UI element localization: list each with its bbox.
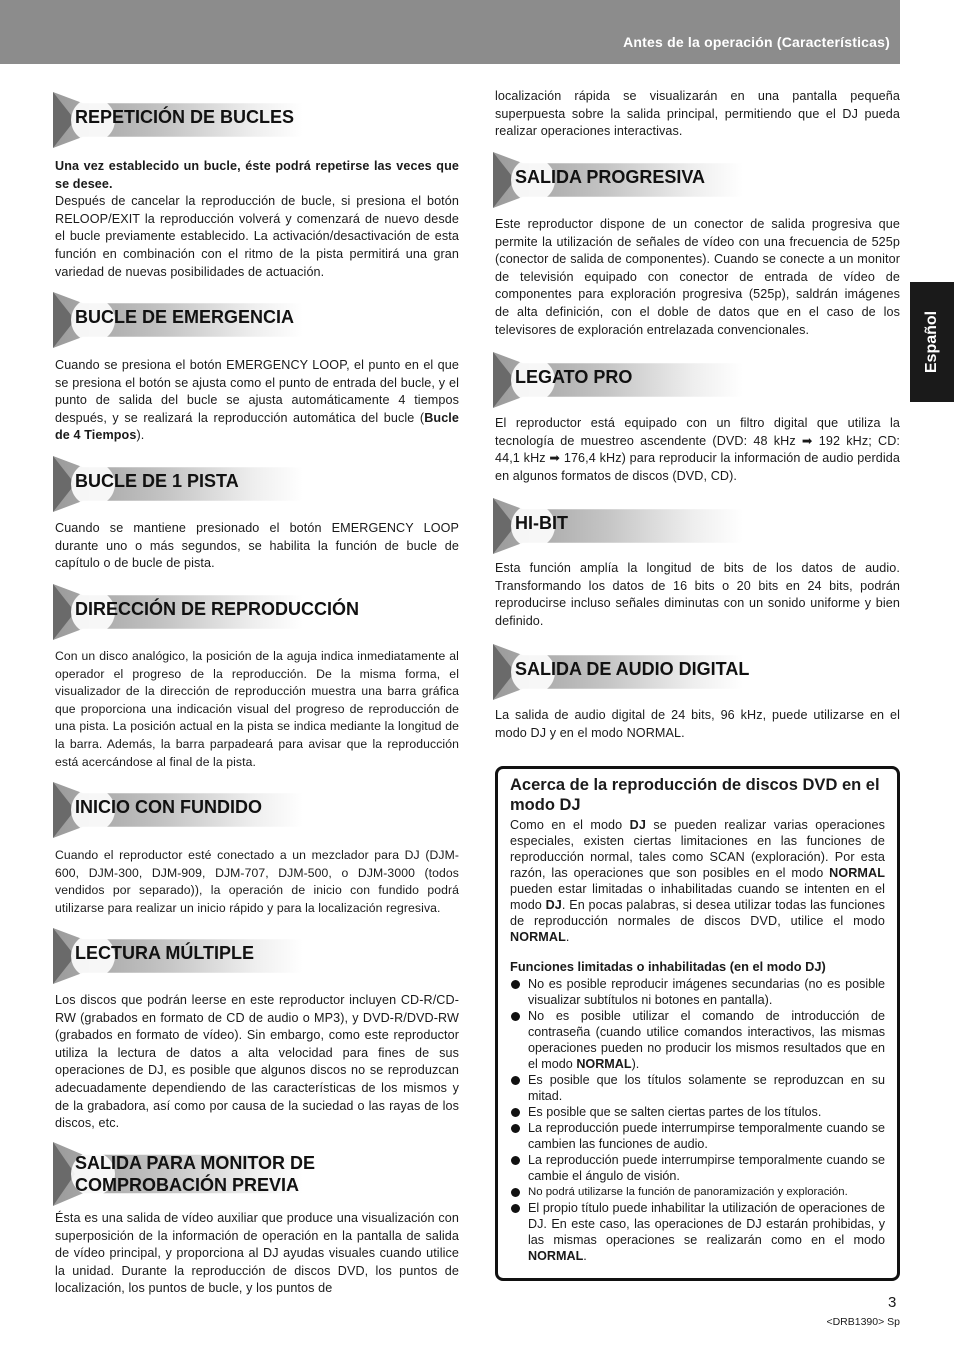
section-body: Cuando se presiona el botón EMERGENCY LOOP, el punto en el que se presiona el botón se ajusta como el punto de entrada del bucle, y el punto de salida del bucle se ajusta automáticamente 4 tiempos después, y se realizará la reproducción automática del bucle (Bucle de 4 Tiempos). (55, 358, 459, 443)
section-heading-band (493, 152, 743, 208)
box-title: Acerca de la reproducción de discos DVD en el modo DJ (510, 776, 880, 814)
section-repeticion (55, 92, 459, 281)
section-heading: LECTURA MÚLTIPLE (75, 943, 254, 963)
section-heading: BUCLE DE EMERGENCIA (75, 307, 295, 327)
section-inicio-fundido (55, 782, 459, 917)
section-heading: REPETICIÓN DE BUCLES (75, 107, 295, 127)
page-number: 3 (888, 1294, 897, 1311)
list-item: La reproducción puede interrumpirse temporalmente cuando se cambie el ángulo de visión. (510, 1152, 885, 1184)
bold-term: NORMAL (829, 866, 885, 880)
section-salida-progresiva (495, 152, 900, 339)
list-item: No podrá utilizarse la función de panoramización y exploración. (510, 1184, 885, 1200)
list-item: Es posible que los títulos solamente se reproduzcan en su mitad. (510, 1072, 885, 1104)
section-heading-band (53, 928, 303, 984)
section-body: La salida de audio digital de 24 bits, 96 kHz, puede utilizarse en el modo DJ y en el modo NORMAL. (495, 708, 900, 740)
section-body: Después de cancelar la reproducción de bucle, si presiona el botón RELOOP/EXIT la reproducción volverá y comenzará de nuevo desde el bucle previamente establecido. La activación/desactivación de esta función en combinación con el ritmo de la pista permitirá una gran variedad de nuevas posibilidades de actuación. (55, 194, 459, 279)
section-heading-band (493, 352, 743, 408)
section-audio-digital (495, 644, 900, 742)
section-body: Esta función amplía la longitud de bits de los datos de audio. Transformando los datos de 16 bits o 20 bits en 24 bits, podrán reproducirse incluso señales diminutas con un sonido uniforme y bien definido. (495, 561, 900, 628)
section-heading: BUCLE DE 1 PISTA (75, 471, 239, 491)
section-heading-band (53, 92, 303, 148)
section-heading: DIRECCIÓN DE REPRODUCCIÓN (75, 599, 360, 619)
bullet-icon (511, 1204, 520, 1213)
bullet-icon (511, 1188, 520, 1197)
box-bullet-list (510, 976, 885, 1264)
bullet-icon (511, 1124, 520, 1133)
section-body: Este reproductor dispone de un conector de salida progresiva que permite la utilización de señales de vídeo con una frecuencia de 525p (conector de salida de componentes). Cuando se conecte a un monitor de televisión equipado con conector de entrada de vídeo de componentes para exploración progresiva (525p), saldrán imágenes de alta definición, con el doble de datos que en el caso de los televisores de exploración entrelazada convencionales. (495, 217, 900, 337)
header-bar (0, 0, 900, 64)
bold-term: DJ (545, 898, 562, 912)
bullet-icon (511, 1108, 520, 1117)
section-body: Los discos que podrán leerse en este reproductor incluyen CD-R/CD-RW (grabados en formato de CD de audio o MP3), y DVD-R/DVD-RW (grabados en formato de vídeo). Sin embargo, como este reproductor utiliza la lectura de datos a alta velocidad para fines de sus operaciones de DJ, es posible que algunos discos no se reproduzcan adecuadamente dependiendo de las características de los mismos y de la grabadora, así como por causa de la suciedad o las rayas de los discos, etc. (55, 993, 459, 1131)
document-id: <DRB1390> Sp (826, 1316, 900, 1328)
section-salida-monitor (55, 1142, 459, 1298)
section-heading: SALIDA DE AUDIO DIGITAL (515, 659, 750, 679)
section-heading-band (493, 644, 750, 700)
section-body: Con un disco analógico, la posición de la aguja indica inmediatamente al operador el progreso de la reproducción. De la misma forma, el visualizador de la dirección de reproducción muestra una barra gráfica que proporciona una indicación visual del progreso de reproducción de una pista. La posición actual en la pista se indica mediante la longitud de la barra. Además, la barra parpadeará para avisar que la reproducción está acercándose al final de la pista. (55, 649, 459, 769)
list-item: No es posible reproducir imágenes secundarias (no es posible visualizar subtítulos ni botones en pantalla). (510, 976, 885, 1008)
section-heading-band (53, 292, 303, 348)
section-heading: SALIDA PARA MONITOR DE COMPROBACIÓN PREVIA (75, 1153, 316, 1195)
section-heading-band (53, 456, 303, 512)
section-bucle-emergencia (55, 292, 459, 445)
bold-term: DJ (629, 818, 646, 832)
box-intro: Como en el modo DJ se pueden realizar varias operaciones especiales, existen ciertas limitaciones en las funciones de reproducción normal, tales como SCAN (exploración). Por esta razón, las operaciones que son posibles en el modo NORMAL pueden estar limitadas o inhabilitadas cuando se intenten en el modo DJ. En pocas palabras, si desea utilizar todas las funciones de reproducción normales de discos DVD, utilice el modo NORMAL. (510, 818, 885, 944)
bullet-icon (511, 1156, 520, 1165)
section-body: localización rápida se visualizarán en una pantalla pequeña superpuesta sobre la salida principal, permitiendo que el DJ pueda realizar operaciones interactivas. (495, 89, 900, 139)
section-heading: SALIDA PROGRESIVA (515, 167, 706, 187)
bullet-icon (511, 980, 520, 989)
section-heading-band (53, 584, 360, 640)
section-heading: HI-BIT (515, 513, 568, 533)
list-item: El propio título puede inhabilitar la utilización de operaciones de DJ. En este caso, las operaciones de DJ estarán prohibidas, y las mismas operaciones se realizarán como en el modo NORMAL. (510, 1200, 885, 1264)
continuation-text (495, 88, 900, 141)
header-title: Antes de la operación (Características) (623, 34, 890, 50)
language-tab (910, 282, 954, 402)
section-heading-band (53, 1142, 316, 1206)
list-item: La reproducción puede interrumpirse temporalmente cuando se cambien las funciones de audio. (510, 1120, 885, 1152)
section-body: Cuando se mantiene presionado el botón EMERGENCY LOOP durante uno o más segundos, se habilita la función de bucle de capítulo o de bucle de pista. (55, 521, 459, 571)
bullet-icon (511, 1076, 520, 1085)
section-heading: LEGATO PRO (515, 367, 633, 387)
box-subheading: Funciones limitadas o inhabilitadas (en el modo DJ) (510, 959, 826, 974)
section-hi-bit (495, 498, 900, 630)
list-item: Es posible que se salten ciertas partes de los títulos. (510, 1104, 885, 1120)
section-heading: INICIO CON FUNDIDO (75, 797, 262, 817)
language-tab-label: Español (923, 310, 940, 374)
section-direccion (55, 584, 459, 771)
section-body: Cuando el reproductor esté conectado a un mezclador para DJ (DJM-600, DJM-300, DJM-909, DJM-707, DJM-500, o DJM-3000 (todos vendidos por separado)), la operación de inicio con fundido podrá utilizarse para realizar un inicio rápido y para la localización regresiva. (55, 848, 459, 915)
bold-term: NORMAL (510, 930, 566, 944)
section-body: Ésta es una salida de vídeo auxiliar que produce una visualización con superposición de la información de operación en la pantalla de salida de vídeo principal, y proporciona al DJ ayudas visuales cuando utilice la unidad. Durante la reproducción de discos DVD, los puntos de localización, los puntos de bucle, y los puntos de (55, 1211, 459, 1296)
list-item: No es posible utilizar el comando de introducción de contraseña (cuando utilice comandos interactivos, las mismas operaciones pueden no producir los mismos resultados que en el modo NORMAL). (510, 1008, 885, 1072)
section-heading-band (493, 498, 743, 554)
section-bucle-pista (55, 456, 459, 573)
section-intro: Una vez establecido un bucle, éste podrá repetirse las veces que se desee. (55, 159, 459, 191)
section-body: El reproductor está equipado con un filtro digital que utiliza la tecnología de muestreo ascendente (DVD: 48 kHz ➡ 192 kHz; CD: 44,1 kHz ➡ 176,4 kHz) para reproducir la información de audio perdida en algunos formatos de discos (DVD, CD). (495, 416, 900, 483)
section-lectura-multiple (55, 928, 459, 1133)
bullet-icon (511, 1012, 520, 1021)
dj-mode-info-box (495, 766, 900, 1281)
section-heading-band (53, 782, 303, 838)
section-legato-pro (495, 352, 900, 485)
